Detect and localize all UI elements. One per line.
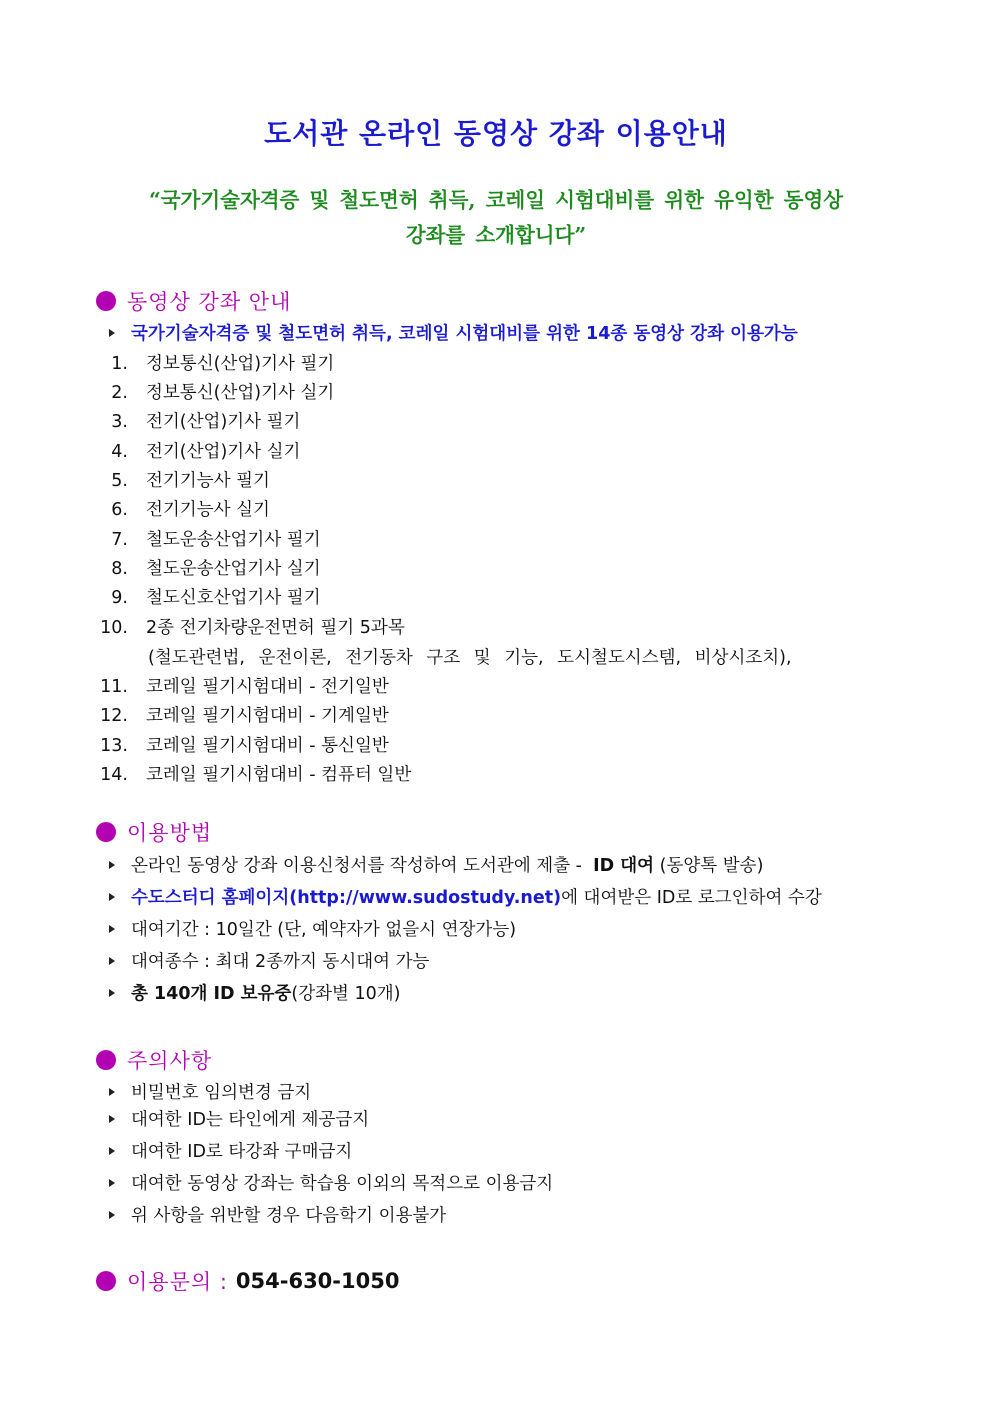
- triangle-bullet-icon: [109, 1211, 115, 1219]
- list-item: [100, 555, 321, 580]
- section-bullet-icon: [96, 822, 116, 842]
- item-text: 코레일 필기시험대비 - 통신일반: [146, 736, 389, 756]
- list-item: [109, 980, 400, 1005]
- list-item: [109, 852, 763, 877]
- item-number: 13.: [100, 736, 128, 756]
- item-number: 11.: [100, 677, 128, 697]
- list-item: [100, 379, 334, 404]
- list-item: [100, 467, 270, 492]
- item-text: 대여기간 : 10일간 (단, 예약자가 없을시 연장가능): [131, 920, 517, 940]
- triangle-bullet-icon: [109, 1147, 115, 1155]
- item-10-note: (철도관련법, 운전이론, 전기동차 구조 및 기능, 도시철도시스템, 비상시조치),: [148, 648, 792, 668]
- section-precautions: [96, 1045, 212, 1075]
- item-bold-text: ID 대여: [593, 856, 655, 876]
- item-text: 2종 전기차량운전면허 필기 5과목: [146, 618, 405, 638]
- list-item: [100, 350, 334, 375]
- subtitle-line-1: “국가기술자격증 및 철도면허 취득, 코레일 시험대비를 위한 유익한 동영상: [148, 188, 844, 212]
- list-item: [109, 1079, 311, 1104]
- item-text: 대여종수 : 최대 2종까지 동시대여 가능: [131, 952, 430, 972]
- section-heading: 주의사항: [127, 1049, 213, 1073]
- section-bullet-icon: [96, 1271, 116, 1291]
- intro-bullet: [109, 320, 798, 345]
- list-item: [100, 732, 389, 757]
- intro-text: 국가기술자격증 및 철도면허 취득, 코레일 시험대비를 위한 14종 동영상 강좌 이용가능: [131, 324, 798, 344]
- item-number: 2.: [111, 383, 128, 403]
- list-item: [100, 438, 300, 463]
- item-text: 코레일 필기시험대비 - 전기일반: [146, 677, 389, 697]
- section-usage-method: [96, 817, 212, 847]
- subtitle-line-2: 강좌를 소개합니다”: [405, 223, 587, 247]
- item-text: 철도신호산업기사 필기: [146, 588, 321, 608]
- item-number: 9.: [111, 588, 128, 608]
- page-subtitle: [96, 183, 896, 253]
- item-text: 비밀번호 임의변경 금지: [131, 1083, 312, 1103]
- item-text: 전기(산업)기사 필기: [146, 412, 301, 432]
- triangle-bullet-icon: [109, 893, 115, 901]
- section-video-guide: [96, 286, 291, 316]
- item-tail-text: (동양톡 발송): [659, 856, 764, 876]
- item-text: 코레일 필기시험대비 - 컴퓨터 일반: [146, 765, 412, 785]
- item-number: 14.: [100, 765, 128, 785]
- item-text: 대여한 동영상 강좌는 학습용 이외의 목적으로 이용금지: [131, 1174, 554, 1194]
- list-item: [109, 1138, 352, 1163]
- contact-phone: 054-630-1050: [235, 1269, 400, 1293]
- item-number: 8.: [111, 559, 128, 579]
- section-bullet-icon: [96, 291, 116, 311]
- item-number: 1.: [111, 354, 128, 374]
- item-bold-text: 총 140개 ID 보유중: [131, 984, 292, 1004]
- item-text: 위 사항을 위반할 경우 다음학기 이용불가: [131, 1206, 447, 1226]
- triangle-bullet-icon: [109, 1115, 115, 1123]
- list-item: [109, 948, 429, 973]
- item-text: 전기(산업)기사 실기: [146, 442, 301, 462]
- triangle-bullet-icon: [109, 989, 115, 997]
- section-contact: [96, 1266, 399, 1296]
- page-title: 도서관 온라인 동영상 강좌 이용안내: [264, 117, 728, 150]
- list-item: [100, 673, 389, 698]
- triangle-bullet-icon: [109, 329, 115, 337]
- section-heading: 이용문의 :: [127, 1270, 228, 1294]
- item-tail-text: 에 대여받은 ID로 로그인하여 수강: [561, 888, 822, 908]
- triangle-bullet-icon: [109, 957, 115, 965]
- item-text: 대여한 ID로 타강좌 구매금지: [131, 1142, 353, 1162]
- triangle-bullet-icon: [109, 861, 115, 869]
- item-text: 정보통신(산업)기사 필기: [146, 354, 335, 374]
- item-number: 3.: [111, 412, 128, 432]
- triangle-bullet-icon: [109, 1088, 115, 1096]
- list-item: [109, 1170, 553, 1195]
- list-item: [100, 496, 270, 521]
- list-item: [100, 584, 321, 609]
- list-item: [109, 916, 516, 941]
- item-number: 6.: [111, 500, 128, 520]
- item-text: 대여한 ID는 타인에게 제공금지: [131, 1110, 370, 1130]
- triangle-bullet-icon: [109, 1179, 115, 1187]
- list-item: [109, 1106, 369, 1131]
- item-number: 10.: [100, 618, 128, 638]
- list-item: [109, 1202, 446, 1227]
- item-text: 전기기능사 필기: [146, 471, 270, 491]
- item-text: 철도운송산업기사 실기: [146, 559, 321, 579]
- list-item: [100, 702, 389, 727]
- homepage-link[interactable]: 수도스터디 홈페이지(http://www.sudostudy.net): [131, 888, 562, 908]
- list-item: [109, 884, 822, 909]
- section-bullet-icon: [96, 1050, 116, 1070]
- section-heading: 이용방법: [127, 821, 213, 845]
- item-text: 온라인 동영상 강좌 이용신청서를 작성하여 도서관에 제출 -: [131, 856, 582, 876]
- item-text: 전기기능사 실기: [146, 500, 270, 520]
- item-number: 5.: [111, 471, 128, 491]
- item-text: 정보통신(산업)기사 실기: [146, 383, 335, 403]
- list-item: [100, 761, 411, 786]
- triangle-bullet-icon: [109, 925, 115, 933]
- list-item: [100, 526, 321, 551]
- item-number: 4.: [111, 442, 128, 462]
- list-item: [100, 614, 405, 639]
- item-number: 7.: [111, 530, 128, 550]
- list-item: [100, 408, 300, 433]
- item-tail-text: (강좌별 10개): [291, 984, 401, 1004]
- section-heading: 동영상 강좌 안내: [127, 290, 292, 314]
- item-text: 철도운송산업기사 필기: [146, 530, 321, 550]
- item-text: 코레일 필기시험대비 - 기계일반: [146, 706, 389, 726]
- item-number: 12.: [100, 706, 128, 726]
